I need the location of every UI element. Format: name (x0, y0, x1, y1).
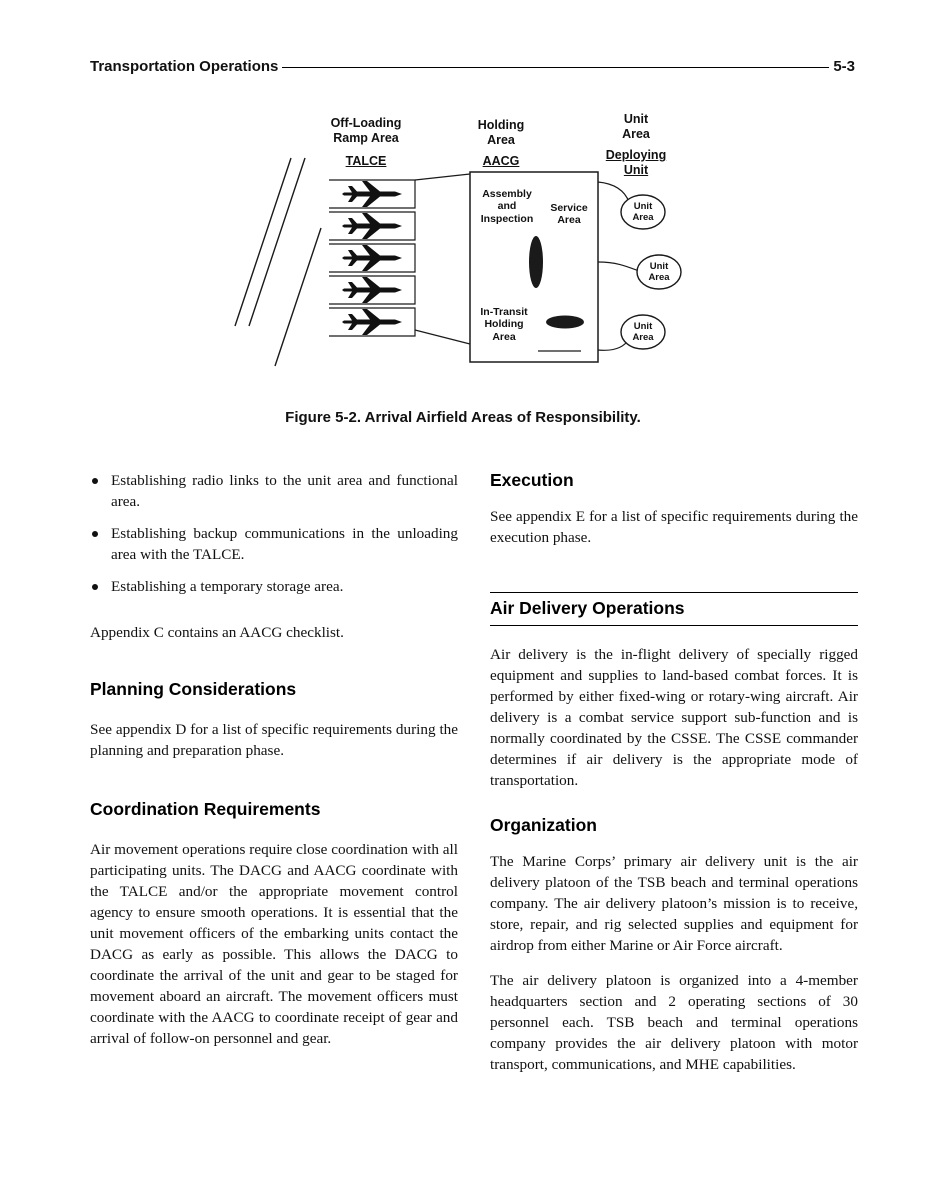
list-item (90, 576, 458, 597)
unit-area-column-label: Unit Area (622, 112, 650, 141)
service-area-label: Service Area (550, 202, 588, 227)
in-transit-marker (546, 316, 584, 329)
list-item (90, 523, 458, 565)
talce-label: TALCE (345, 154, 387, 168)
execution-paragraph: See appendix E for a list of specific requirements during the execution phase. (490, 508, 858, 546)
assembly-inspection-label: Assembly and Inspection (480, 188, 534, 225)
header-rule (282, 67, 829, 68)
runway-lines (235, 158, 321, 366)
coordination-paragraph: Air movement operations require close coordination with all participating units. The DACG and AACG coordinate with the TALCE and/or the appropriate movement control agency to ensure smooth operations. It is essential that the unit movement officers of the embarking units contact the DACG as early as possible. This allows the DACG to coordinate the arrival of the unit and gear to be staged for movement aboard an aircraft. The movement officers must coordinate with the AACG to coordinate receipt of gear and arrival of follow-on personnel and gear. (90, 841, 458, 1047)
air-delivery-paragraph: Air delivery is the in-flight delivery of specially rigged equipment and supplies to land-based combat forces. It is performed by either fixed-wing or rotary-wing aircraft. Air delivery is a combat service support sub-function and is normally coordinated by the CSSE. The CSSE commander determines if air delivery is the appropriate mode of transportation. (490, 646, 858, 789)
right-column (490, 470, 858, 1075)
organization-paragraph-2: The air delivery platoon is organized into a 4-member headquarters section and 2 operating sections of 30 personnel each. TSB beach and terminal operations company provides the air delivery platoon with motor transport, communications, and MHE capabilities. (490, 972, 858, 1073)
execution-heading: Execution (490, 470, 574, 490)
aircraft-icon (342, 213, 402, 239)
planning-considerations-heading: Planning Considerations (90, 679, 297, 699)
offloading-ramp-label: Off-Loading Ramp Area (330, 116, 402, 145)
list-item (90, 470, 458, 512)
figure-5-2 (0, 110, 926, 412)
aacg-label: AACG (482, 154, 520, 168)
organization-heading: Organization (490, 815, 597, 835)
page-number: 5-3 (833, 58, 855, 75)
organization-paragraph-1: The Marine Corps’ primary air delivery unit is the air delivery platoon of the TSB beach and terminal operations company. The air delivery platoon’s mission is to receive, store, repair, and rig selected supplies and equipment for airdrop from either Marine or Air Force aircraft. (490, 853, 858, 954)
bullet-text: Establishing a temporary storage area. (111, 578, 344, 595)
air-delivery-operations-heading: Air Delivery Operations (490, 598, 685, 618)
bullet-text: Establishing radio links to the unit area and functional area. (111, 472, 458, 510)
coordination-requirements-heading: Coordination Requirements (90, 799, 321, 819)
unit-area-circle-label: Unit Area (648, 261, 670, 284)
running-header-title: Transportation Operations (90, 58, 279, 75)
left-column (90, 470, 458, 1049)
bullet-text: Establishing backup communications in the unloading area with the TALCE. (111, 525, 458, 563)
planning-paragraph: See appendix D for a list of specific requirements during the planning and preparation phase. (90, 721, 458, 759)
unit-area-circle-label: Unit Area (632, 321, 654, 344)
air-delivery-section-divider (490, 592, 858, 626)
service-area-marker (529, 236, 543, 288)
unit-area-circle-label: Unit Area (632, 201, 654, 224)
aircraft-group (342, 181, 402, 335)
aircraft-icon (342, 181, 402, 207)
figure-caption: Figure 5-2. Arrival Airfield Areas of Responsibility. (285, 409, 641, 426)
appendix-note: Appendix C contains an AACG checklist. (90, 624, 344, 641)
holding-area-label: Holding Area (477, 118, 525, 147)
bullet-icon (92, 531, 98, 537)
in-transit-label: In-Transit Holding Area (480, 306, 528, 343)
bullet-icon (92, 478, 98, 484)
page-header (90, 58, 855, 75)
deploying-unit-label: Deploying Unit (605, 148, 667, 177)
aircraft-icon (342, 277, 402, 303)
aircraft-icon (342, 309, 402, 335)
bullet-icon (92, 584, 98, 590)
airfield-diagram (233, 110, 693, 412)
aircraft-icon (342, 245, 402, 271)
